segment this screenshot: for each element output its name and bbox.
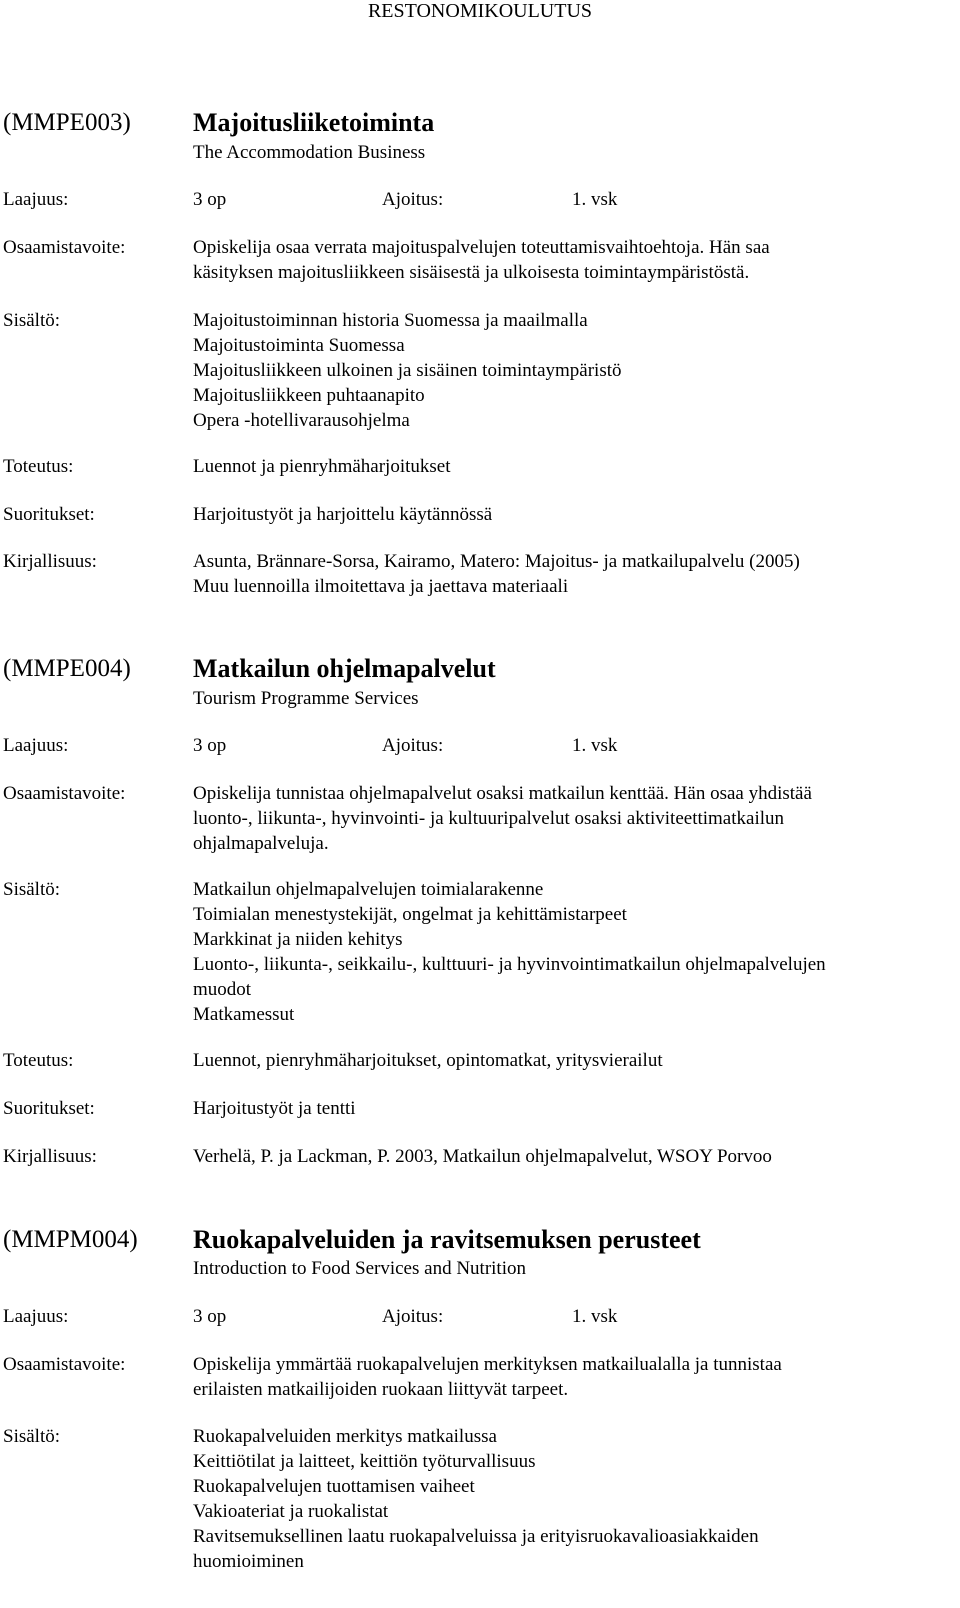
toteutus-value: Luennot ja pienryhmäharjoitukset <box>193 456 451 477</box>
page-header <box>0 0 960 24</box>
kirjallisuus-label: Kirjallisuus: <box>3 1146 97 1167</box>
ajoitus-label: Ajoitus: <box>382 189 444 210</box>
osaamistavoite-label: Osaamistavoite: <box>3 1354 126 1375</box>
suoritukset-label: Suoritukset: <box>3 504 95 525</box>
text-line: Opiskelija osaa verrata majoituspalvelujen toteuttamisvaihtoehtoja. Hän saa <box>193 237 770 258</box>
list-item: Muu luennoilla ilmoitettava ja jaettava materiaali <box>193 576 569 597</box>
list-item: Luonto-, liikunta-, seikkailu-, kulttuuri- ja hyvinvointimatkailun ohjelmapalvelujen <box>193 954 826 975</box>
suoritukset-value: Harjoitustyöt ja tentti <box>193 1098 356 1119</box>
laajuus-value: 3 op <box>193 735 227 756</box>
toteutus-label: Toteutus: <box>3 456 74 477</box>
list-item: Opera -hotellivarausohjelma <box>193 410 410 431</box>
sisalto-label: Sisältö: <box>3 879 61 900</box>
sisalto-list <box>193 308 622 433</box>
toteutus-label: Toteutus: <box>3 1050 74 1071</box>
list-item: Keittiötilat ja laitteet, keittiön työturvallisuus <box>193 1451 536 1472</box>
laajuus-value: 3 op <box>193 189 227 210</box>
text-line: luonto-, liikunta-, hyvinvointi- ja kultuuripalvelut osaksi aktiviteettimatkailun <box>193 808 785 829</box>
course-subtitle: Tourism Programme Services <box>193 688 419 709</box>
list-item: Toimialan menestystekijät, ongelmat ja kehittämistarpeet <box>193 904 627 925</box>
list-item: Majoitustoiminnan historia Suomessa ja maailmalla <box>193 310 588 331</box>
page-title: RESTONOMIKOULUTUS <box>367 0 593 22</box>
text-line: ohjalmapalveluja. <box>193 833 329 854</box>
list-item: huomioiminen <box>193 1551 304 1572</box>
list-item: Matkailun ohjelmapalvelujen toimialarakenne <box>193 879 544 900</box>
list-item: Asunta, Brännare-Sorsa, Kairamo, Matero: Majoitus- ja matkailupalvelu (2005) <box>193 551 800 572</box>
list-item: Ravitsemuksellinen laatu ruokapalveluissa ja erityisruokavalioasiakkaiden <box>193 1526 759 1547</box>
laajuus-value: 3 op <box>193 1306 227 1327</box>
list-item: muodot <box>193 979 252 1000</box>
list-item: Majoitusliikkeen puhtaanapito <box>193 385 425 406</box>
sisalto-list <box>193 877 826 1027</box>
course-code: (MMPE004) <box>3 655 131 682</box>
laajuus-label: Laajuus: <box>3 735 69 756</box>
kirjallisuus-label: Kirjallisuus: <box>3 551 97 572</box>
laajuus-label: Laajuus: <box>3 1306 69 1327</box>
ajoitus-value: 1. vsk <box>572 189 618 210</box>
text-line: erilaisten matkailijoiden ruokaan liittyvät tarpeet. <box>193 1379 569 1400</box>
course-title: Ruokapalveluiden ja ravitsemuksen perusteet <box>193 1225 701 1254</box>
list-item: Majoitusliikkeen ulkoinen ja sisäinen toimintaympäristö <box>193 360 622 381</box>
ajoitus-value: 1. vsk <box>572 735 618 756</box>
suoritukset-label: Suoritukset: <box>3 1098 95 1119</box>
text-line: käsityksen majoitusliikkeen sisäisestä ja ulkoisesta toimintaympäristöstä. <box>193 262 750 283</box>
list-item: Ruokapalvelujen tuottamisen vaiheet <box>193 1476 475 1497</box>
course-title: Matkailun ohjelmapalvelut <box>193 654 496 683</box>
ajoitus-label: Ajoitus: <box>382 1306 444 1327</box>
sisalto-label: Sisältö: <box>3 1426 61 1447</box>
text-line: Opiskelija ymmärtää ruokapalvelujen merkityksen matkailualalla ja tunnistaa <box>193 1354 782 1375</box>
course-code: (MMPE003) <box>3 109 131 136</box>
ajoitus-label: Ajoitus: <box>382 735 444 756</box>
course-title: Majoitusliiketoiminta <box>193 108 435 137</box>
kirjallisuus-value: Verhelä, P. ja Lackman, P. 2003, Matkailun ohjelmapalvelut, WSOY Porvoo <box>193 1146 772 1167</box>
list-item: Majoitustoiminta Suomessa <box>193 335 405 356</box>
list-item: Vakioateriat ja ruokalistat <box>193 1501 389 1522</box>
list-item: Matkamessut <box>193 1004 295 1025</box>
kirjallisuus-list <box>193 549 800 599</box>
osaamistavoite-text <box>193 1352 782 1402</box>
course-code: (MMPM004) <box>3 1226 138 1253</box>
toteutus-value: Luennot, pienryhmäharjoitukset, opintomatkat, yritysvierailut <box>193 1050 663 1071</box>
osaamistavoite-label: Osaamistavoite: <box>3 783 126 804</box>
list-item: Ruokapalveluiden merkitys matkailussa <box>193 1426 497 1447</box>
text-line: Opiskelija tunnistaa ohjelmapalvelut osaksi matkailun kenttää. Hän osaa yhdistää <box>193 783 812 804</box>
osaamistavoite-label: Osaamistavoite: <box>3 237 126 258</box>
sisalto-list <box>193 1424 759 1574</box>
osaamistavoite-text <box>193 235 770 285</box>
course-subtitle: The Accommodation Business <box>193 142 426 163</box>
osaamistavoite-text <box>193 781 812 856</box>
suoritukset-value: Harjoitustyöt ja harjoittelu käytännössä <box>193 504 493 525</box>
ajoitus-value: 1. vsk <box>572 1306 618 1327</box>
sisalto-label: Sisältö: <box>3 310 61 331</box>
course-subtitle: Introduction to Food Services and Nutrition <box>193 1258 526 1279</box>
laajuus-label: Laajuus: <box>3 189 69 210</box>
list-item: Markkinat ja niiden kehitys <box>193 929 403 950</box>
